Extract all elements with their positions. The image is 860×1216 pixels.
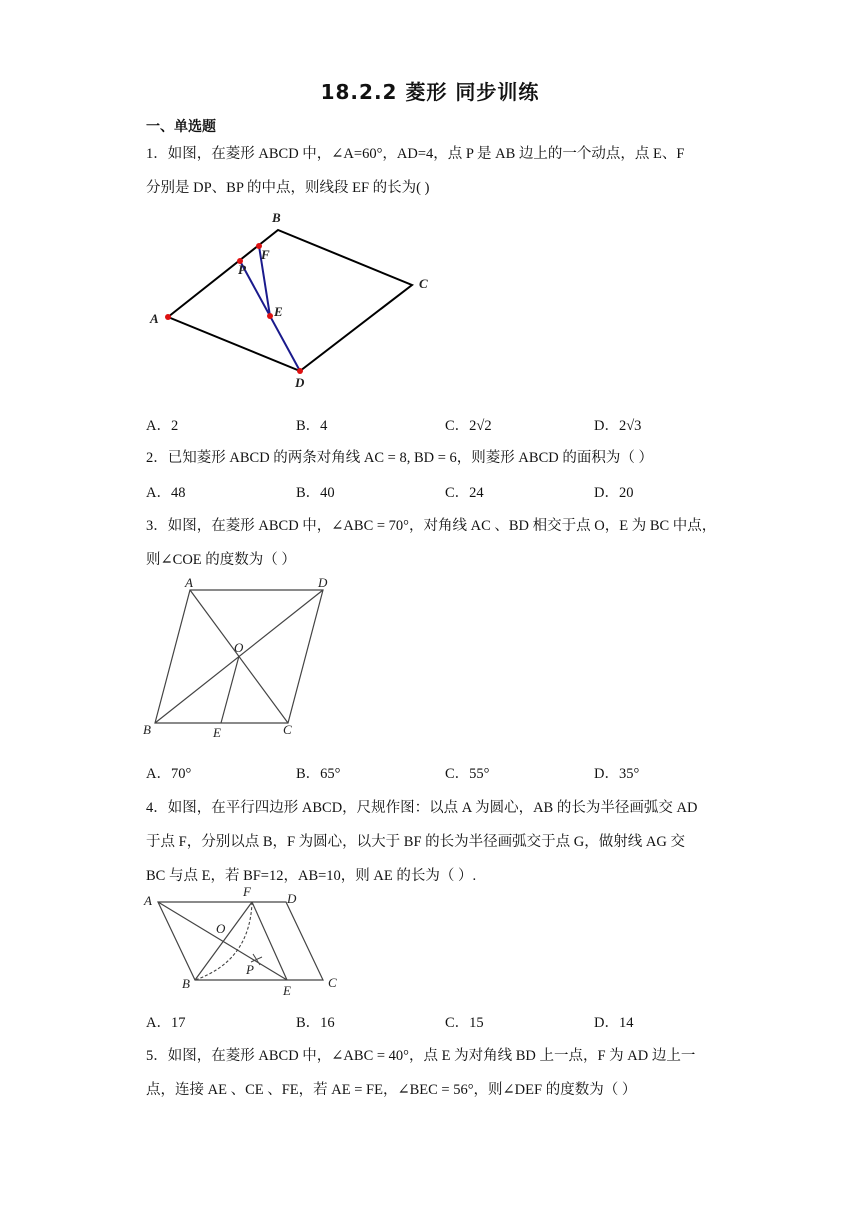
q3-text-line-1: 3．如图，在菱形 ABCD 中，∠ABC = 70°，对角线 AC 、BD 相交于点 O，E 为 BC 中点， [146,518,717,534]
label-a: A [144,893,152,908]
ray-ae [158,902,287,980]
label-p: P [246,962,254,977]
label-b: B [272,210,281,225]
q3-figure [140,575,350,743]
q3-option-a: A．70° [146,766,192,782]
q4-option-b: B．16 [296,1015,335,1031]
q1-text-line-1: 1．如图，在菱形 ABCD 中，∠A=60°，AD=4，点 P 是 AB 边上的一个动点，点 E、F [146,146,685,162]
q4-option-d: D．14 [594,1015,634,1031]
q2-option-a: A．48 [146,485,186,501]
label-c: C [283,722,292,737]
label-a: A [150,311,159,326]
q4-text-line-2: 于点 F，分别以点 B，F 为圆心，以大于 BF 的长为半径画弧交于点 G，做射线 AG 交 [146,834,685,850]
q2-option-c: C．24 [445,485,484,501]
label-f: F [261,247,270,262]
label-o: O [216,921,226,936]
q3-text-line-2: 则∠COE 的度数为（ ） [146,552,296,568]
q3-option-d: D．35° [594,766,640,782]
q2-option-b: B．40 [296,485,335,501]
label-d: D [318,575,328,590]
q5-text-line-1: 5．如图，在菱形 ABCD 中，∠ABC = 40°，点 E 为对角线 BD 上一点，F 为 AD 边上一 [146,1048,696,1064]
q1-option-a: A．2 [146,418,179,434]
label-d: D [287,891,297,906]
section-heading: 一、单选题 [146,119,216,135]
q4-option-a: A．17 [146,1015,186,1031]
rhombus-abcd [168,230,412,371]
q4-text-line-1: 4．如图，在平行四边形 ABCD，尺规作图：以点 A 为圆心，AB 的长为半径画弧交 AD [146,800,698,816]
label-e: E [283,983,291,998]
q1-option-d: D．2√3 [594,418,642,434]
q3-option-c: C．55° [445,766,490,782]
label-e: E [213,725,221,740]
point-a-dot [165,314,171,320]
label-c: C [419,276,428,291]
q1-figure [140,205,450,400]
point-d-dot [297,368,303,374]
q4-option-c: C．15 [445,1015,484,1031]
q4-figure [140,883,350,998]
q3-option-b: B．65° [296,766,341,782]
label-o: O [234,640,244,655]
q2-option-d: D．20 [594,485,634,501]
segment-fe [252,902,287,980]
point-e-dot [267,313,273,319]
segment-oe [221,656,239,723]
q1-option-c: C．2√2 [445,418,492,434]
q2-text-line-1: 2．已知菱形 ABCD 的两条对角线 AC = 8, BD = 6，则菱形 ABCD 的面积为（ ） [146,450,653,466]
label-d: D [295,375,305,390]
label-b: B [182,976,190,991]
page-title: 18.2.2 菱形 同步训练 [320,80,540,104]
label-c: C [328,975,337,990]
q1-text-line-2: 分别是 DP、BP 的中点，则线段 EF 的长为( ) [146,180,430,196]
label-a: A [185,575,193,590]
parallelogram-abcd [158,902,323,980]
label-p: P [238,262,246,277]
label-f: F [243,884,251,899]
q1-option-b: B．4 [296,418,328,434]
q5-text-line-2: 点，连接 AE 、CE 、FE，若 AE = FE，∠BEC = 56°，则∠DEF 的度数为（ ） [146,1082,637,1098]
q4-text-line-3: BC 与点 E，若 BF=12，AB=10，则 AE 的长为（ ）. [146,868,477,884]
label-b: B [143,722,151,737]
label-e: E [274,304,283,319]
